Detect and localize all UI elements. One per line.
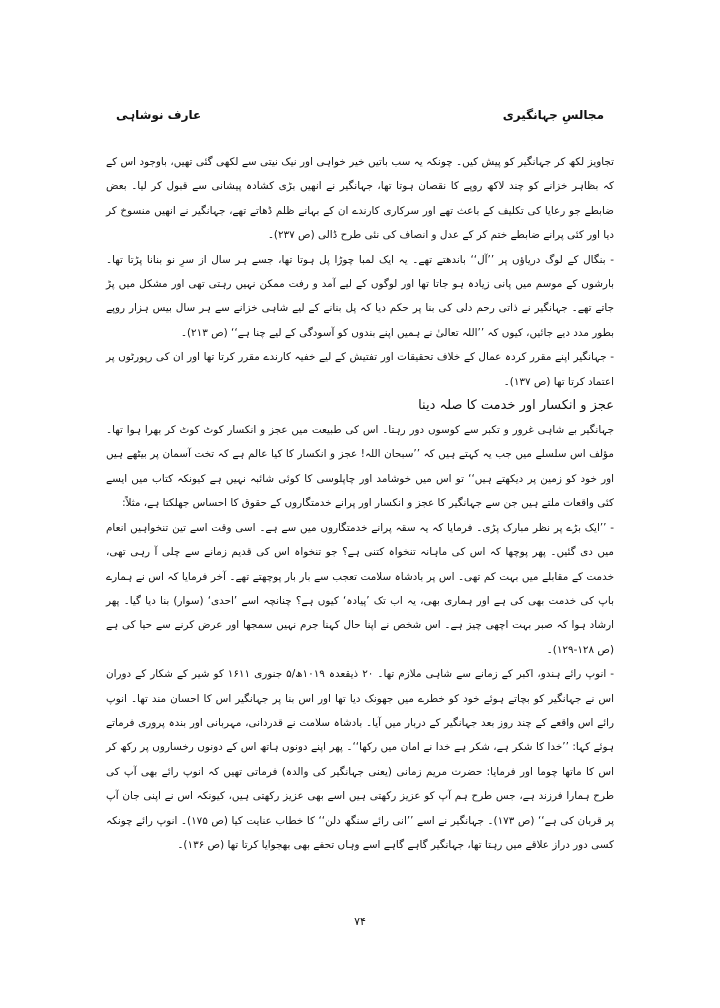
paragraph: جہانگیر بے شاہی غرور و تکبر سے کوسوں دور رہتا۔ اس کی طبیعت میں عجز و انکسار کوٹ کوٹ کر بھرا ہوا تھا۔ مؤلف اس سلسلے میں جب یہ کہتے ہیں کہ ’’سبحان اللہ! عجز و انکسار کا کیا عالم ہے کہ تخت آسمان پر بیٹھے ہیں اور خود کو زمین پر دیکھتے ہیں‘‘ تو اس میں خوشامد اور چاپلوسی کا کوئی شائبہ نہیں ہے کیونکہ کتاب میں ایسے کئی واقعات ملتے ہیں جن سے جہانگیر کا عجز و انکسار اور پرانے خدمتگاروں کے حقوق کا احساس جھلکتا ہے، مثلاً: <box>106 424 614 510</box>
paragraph: - جہانگیر اپنے مقرر کردہ عمال کے خلاف تحقیقات اور تفتیش کے لیے خفیہ کارندے مقرر کرتا تھا اور ان کی رپورٹوں پر اعتماد کرتا تھا (ص ۱۳۷)۔ <box>106 351 614 388</box>
page-number: ۷۴ <box>354 915 366 928</box>
page-body <box>106 150 614 857</box>
paragraph: - انوپ رائے ہندو، اکبر کے زمانے سے شاہی ملازم تھا۔ ۲۰ ذیقعدہ ۱۰۱۹ھ/۵ جنوری ۱۶۱۱ کو شیر کے شکار کے دوران اس نے جہانگیر کو بچاتے ہوئے خود کو خطرے میں جھونک دیا تھا اور اس بنا پر جہانگیر اس کا احسان مند تھا۔ انوپ رائے اس واقعے کے چند روز بعد جہانگیر کے دربار میں آیا۔ بادشاہ سلامت نے قدردانی، مہربانی اور بندہ پروری فرماتے ہوئے کہا: ’’خدا کا شکر ہے، شکر ہے خدا نے امان میں رکھا‘‘۔ پھر اپنے دونوں ہاتھ اس کے دونوں رخساروں پر رکھ کر اس کا ماتھا چوما اور فرمایا: حضرت مریم زمانی (یعنی جہانگیر کی والدہ) فرماتی تھیں کہ انوپ رائے بھی آپ کی طرح ہمارا فرزند ہے، جس طرح ہم آپ کو عزیز رکھتی ہیں اسے بھی عزیز رکھتی ہیں، کیونکہ اس نے اپنی جان آپ پر قربان کی ہے‘‘ (ص ۱۷۳)۔ جہانگیر نے اسے ’’انی رائے سنگھ دلن‘‘ کا خطاب عنایت کیا (ص ۱۷۵)۔ انوپ رائے چونکہ کسی دور دراز علاقے میں رہتا تھا، جہانگیر گاہے گاہے اسے وہاں تحفے بھی بھجوایا کرتا تھا (ص ۱۳۶)۔ <box>106 668 614 851</box>
header-book-title: مجالسِ جہانگیری <box>502 108 604 122</box>
header-author: عارف نوشاہی <box>116 108 202 122</box>
paragraph: - بنگال کے لوگ دریاؤں پر ’’آل‘‘ باندھتے تھے۔ یہ ایک لمبا چوڑا پل ہوتا تھا، جسے ہر سال از سرِ نو بنانا پڑتا تھا۔ بارشوں کے موسم میں پانی زیادہ ہو جاتا تھا اور لوگوں کے لیے آمد و رفت ممکن نہیں رہتی تھی اور مشکل میں پڑ جاتے تھے۔ جہانگیر نے ذاتی رحم دلی کی بنا پر حکم دیا کہ پل بنانے کے لیے شاہی خزانے سے ہر سال بیس ہزار روپے بطور مدد دیے جائیں، کیوں کہ ’’اللہ تعالیٰ نے ہمیں اپنے بندوں کو آسودگی کے لیے چنا ہے‘‘ (ص ۲۱۳)۔ <box>106 253 614 339</box>
paragraph: - ’’ایک بڑے پر نظر مبارک پڑی۔ فرمایا کہ یہ سقہ پرانے خدمتگاروں میں سے ہے۔ اسی وقت اسے تین تنخواہیں انعام میں دی گئیں۔ پھر پوچھا کہ اس کی ماہانہ تنخواہ کتنی ہے؟ جو تنخواہ اس کی قدیم زمانے سے چلی آ رہی تھی، خدمت کے مقابلے میں بہت کم تھی۔ اس پر بادشاہ سلامت تعجب سے بار بار پوچھتے تھے۔ آخر فرمایا کہ اس نے ہمارے باپ کی خدمت بھی کی ہے اور ہماری بھی، یہ اب تک ’پیادہ‘ کیوں ہے؟ چنانچہ اسے ’احدی‘ (سوار) بنا دیا گیا۔ پھر ارشاد ہوا کہ صبر بہت اچھی چیز ہے۔ اس شخص نے اپنا حال کہنا جرم نہیں سمجھا اور عرض کرنے سے حیا کی ہے (ص ۱۲۸-۱۲۹)۔ <box>106 521 614 656</box>
section-heading: عجز و انکسار اور خدمت کا صلہ دینا <box>418 398 614 414</box>
running-header <box>116 108 604 130</box>
paragraph: تجاویز لکھ کر جہانگیر کو پیش کیں۔ چونکہ یہ سب باتیں خیر خواہی اور نیک نیتی سے لکھی گئی تھیں، باوجود اس کے کہ بظاہر خزانے کو چند لاکھ روپے کا نقصان ہوتا تھا، جہانگیر نے انھیں بڑی کشادہ پیشانی سے قبول کر لیا۔ بعض ضابطے جو رعایا کی تکلیف کے باعث تھے اور سرکاری کارندے ان کے بہانے ظلم ڈھاتے تھے، جہانگیر نے انھیں منسوخ کر دیا اور کئی پرانے ضابطے ختم کر کے عدل و انصاف کی نئی طرح ڈالی (ص ۲۳۷)۔ <box>106 156 614 242</box>
